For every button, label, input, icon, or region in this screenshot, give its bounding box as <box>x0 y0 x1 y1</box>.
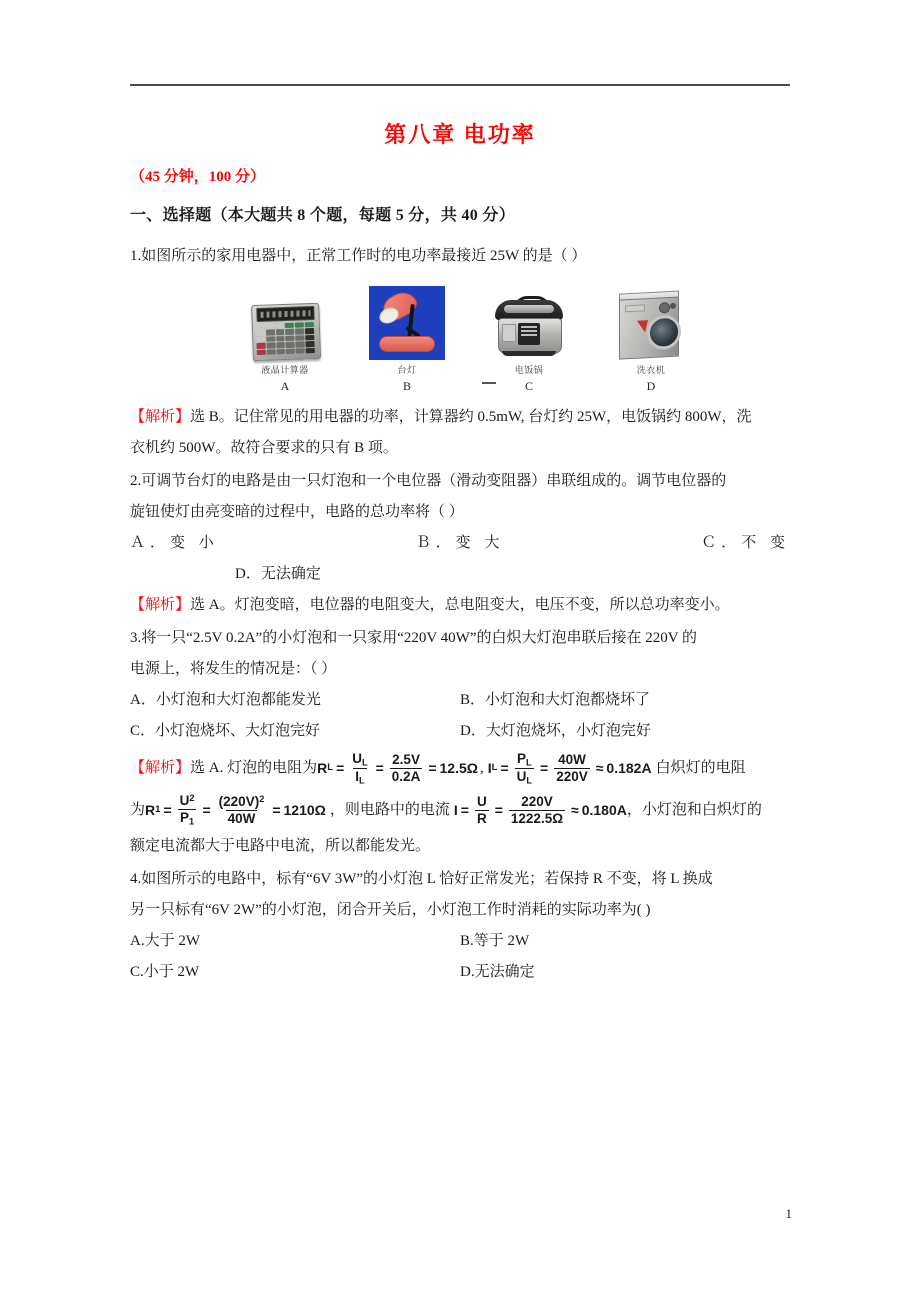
question-2-option-a[interactable]: Ａ．变 小 <box>130 535 219 551</box>
formula-il: I L = $\frac{P_L}{U_L}$ = $\frac{40W}{220V}$ ≈ 0.182A <box>488 747 652 789</box>
header-divider <box>130 84 790 86</box>
formula-r1-fraction-2 <box>217 794 267 826</box>
frac-num: 2.5V <box>392 751 420 767</box>
question-1 <box>130 241 790 464</box>
formula-il-subscript: L <box>491 762 498 773</box>
frac-den: 40W <box>227 810 256 826</box>
question-3-stem-line-2: 电源上，将发生的情况是：（ ） <box>130 661 337 677</box>
question-3-explanation-line-1: 【解析】 选 A. 灯泡的电阻为 R L = $\frac{U_L}{I_L}$ = $\frac{2.5V}{0.2A}$ = 12.5Ω , I L = $\frac{P_L}{U_L}$ = $\frac{40W}{220V}$ ≈ 0.182A 白炽灯的电阻 <box>130 747 790 789</box>
figure-c-caption: 电饭锅 <box>514 365 544 375</box>
formula-il-symbol: I <box>487 760 492 776</box>
formula-r1-symbol: R <box>145 802 156 818</box>
formula-il-result: 0.182A <box>606 760 652 776</box>
frac-num-sub: L <box>526 756 532 767</box>
explanation-tag: 【解析】 <box>130 760 191 776</box>
explanation-tag: 【解析】 <box>130 409 191 425</box>
frac-den: 0.2A <box>391 768 421 784</box>
explanation-line2-prefix: 为 <box>130 802 146 818</box>
question-3-explanation-line-3 <box>130 831 790 862</box>
formula-i: I = $\frac{U}{R}$ = $\frac{220V}{1222.5\Omega}$ ≈ 0.180A <box>454 789 627 831</box>
frac-num: U <box>179 793 190 809</box>
rice-cooker-icon <box>481 282 577 360</box>
desk-lamp-icon <box>359 282 455 360</box>
question-1-explanation <box>130 402 790 433</box>
frac-den: 220V <box>556 768 588 784</box>
frac-num-sup: 2 <box>189 793 195 804</box>
formula-rl-fraction-2 <box>390 752 423 784</box>
explanation-text: 选 A。灯泡变暗，电位器的电阻变大，总电阻变大，电压不变，所以总功率变小。 <box>190 597 730 613</box>
question-2-explanation <box>130 590 790 621</box>
page-number: 1 <box>785 1206 792 1221</box>
question-1-figures <box>130 282 790 394</box>
frac-num: 220V <box>521 793 553 809</box>
frac-num-sup: 2 <box>259 793 265 804</box>
question-4-option-c[interactable]: C.小于 2W <box>130 964 200 980</box>
question-3-explanation-line-2 <box>130 789 790 831</box>
figure-a-letter: A <box>280 379 290 393</box>
frac-den-sub: L <box>359 774 365 785</box>
explanation-mid-text: 白炽灯的电阻 <box>655 760 746 776</box>
question-3-options-row-2 <box>130 716 790 747</box>
question-4-options-row-2 <box>130 957 790 988</box>
question-3-option-b[interactable]: B．小灯泡和大灯泡都烧坏了 <box>460 692 651 708</box>
frac-num: (220V) <box>218 794 260 810</box>
frac-den: I <box>355 768 359 784</box>
formula-i-fraction-1 <box>475 794 489 826</box>
formula-il-fraction-2 <box>554 752 590 784</box>
figure-d-letter: D <box>646 379 656 393</box>
frac-den: P <box>179 809 189 825</box>
question-4-option-a[interactable]: A.大于 2W <box>130 933 200 949</box>
question-4-stem-line-2: 另一只标有“6V 2W”的小灯泡，闭合开关后，小灯泡工作时消耗的实际功率为( ) <box>130 902 651 918</box>
frac-num-sub: L <box>362 756 368 767</box>
question-2-stem-line-2: 旋钮使灯由亮变暗的过程中，电路的总功率将（ ） <box>130 504 464 520</box>
document-body <box>130 104 790 990</box>
formula-i-result: 0.180A <box>581 802 627 818</box>
figure-d-caption: 洗衣机 <box>636 365 666 375</box>
frac-den-sub: 1 <box>189 816 195 827</box>
formula-rl-fraction-1 <box>350 751 369 786</box>
explanation-text-2: 衣机约 500W。故符合要求的只有 B 项。 <box>130 440 398 456</box>
question-3-option-c[interactable]: C．小灯泡烧坏、大灯泡完好 <box>130 723 321 739</box>
figure-c-letter: C <box>524 379 533 393</box>
question-4-options-row-1 <box>130 926 790 957</box>
question-3 <box>130 623 790 862</box>
question-2-stem-line-1: 2.可调节台灯的电路是由一只灯泡和一个电位器（滑动变阻器）串联组成的。调节电位器的 <box>130 473 727 489</box>
scan-artifact-dash <box>482 382 496 384</box>
section-heading-multiple-choice: 一、选择题（本大题共 8 个题，每题 5 分，共 40 分） <box>130 207 516 224</box>
figure-option-a <box>237 282 333 394</box>
figure-a-caption: 液晶计算器 <box>261 365 309 375</box>
question-2 <box>130 466 790 621</box>
question-4 <box>130 864 790 988</box>
question-4-stem-line-1: 4.如图所示的电路中，标有“6V 3W”的小灯泡 L 恰好正常发光；若保持 R 不变，将 L 换成 <box>130 871 713 887</box>
question-2-option-b[interactable]: Ｂ．变 大 <box>415 535 505 551</box>
frac-den: R <box>476 810 487 826</box>
question-3-option-a[interactable]: A．小灯泡和大灯泡都能发光 <box>130 692 321 708</box>
formula-i-fraction-2 <box>509 794 565 826</box>
question-2-option-c[interactable]: Ｃ．不 变 <box>701 535 790 551</box>
explanation-tag: 【解析】 <box>130 597 191 613</box>
question-4-option-d[interactable]: D.无法确定 <box>460 964 535 980</box>
figure-option-d <box>603 282 699 394</box>
question-2-options <box>130 528 790 559</box>
page-title: 第八章 电功率 <box>384 122 536 147</box>
frac-den: 1222.5Ω <box>510 810 564 826</box>
explanation-last-text: 额定电流都大于电路中电流，所以都能发光。 <box>130 838 431 854</box>
formula-i-symbol: I <box>453 802 458 818</box>
formula-r1-result: 1210Ω <box>283 802 326 818</box>
formula-rl-result: 12.5Ω <box>439 760 478 776</box>
explanation-tail-text: ，小灯泡和白炽灯的 <box>626 802 762 818</box>
question-3-option-d[interactable]: D．大灯泡烧坏，小灯泡完好 <box>460 723 651 739</box>
formula-rl: R L = $\frac{U_L}{I_L}$ = $\frac{2.5V}{0.2A}$ = 12.5Ω <box>317 747 478 789</box>
figure-b-letter: B <box>402 379 411 393</box>
time-and-score: （45 分钟，100 分） <box>130 169 266 185</box>
figure-option-b <box>359 282 455 394</box>
explanation-mid-text-2: ，则电路中的电流 <box>329 802 450 818</box>
formula-rl-subscript: L <box>327 762 334 773</box>
figure-option-c <box>481 282 577 394</box>
formula-r1: R 1 = $\frac{U^2}{P_1}$ = $\frac{(220V)^2}{40W}$ = 1210Ω <box>145 789 326 831</box>
figure-b-caption: 台灯 <box>397 365 417 375</box>
calculator-icon <box>237 282 333 360</box>
frac-num: P <box>517 750 527 766</box>
question-1-stem: 1.如图所示的家用电器中，正常工作时的电功率最接近 25W 的是（ ） <box>130 248 587 264</box>
frac-num: 40W <box>558 751 586 767</box>
question-1-explanation-cont <box>130 433 790 464</box>
explanation-prefix: 选 A. 灯泡的电阻为 <box>190 760 318 776</box>
question-3-stem-line-1: 3.将一只“2.5V 0.2A”的小灯泡和一只家用“220V 40W”的白炽大灯泡串联后接在 220V 的 <box>130 630 698 646</box>
question-3-options-row-1 <box>130 685 790 716</box>
formula-r1-fraction-1 <box>178 793 197 826</box>
formula-rl-symbol: R <box>317 760 328 776</box>
question-2-option-d[interactable]: D．无法确定 <box>235 566 321 582</box>
washing-machine-icon <box>603 282 699 360</box>
formula-il-fraction-1 <box>515 751 534 786</box>
frac-num: U <box>352 750 362 766</box>
explanation-text-1: 选 B。记住常见的用电器的功率，计算器约 0.5mW, 台灯约 25W，电饭锅约 800W，洗 <box>190 409 752 425</box>
frac-den: U <box>516 768 527 784</box>
formula-r1-subscript: 1 <box>155 804 161 815</box>
frac-den-sub: L <box>526 774 533 785</box>
frac-num: U <box>476 793 487 809</box>
question-4-option-b[interactable]: B.等于 2W <box>460 933 530 949</box>
